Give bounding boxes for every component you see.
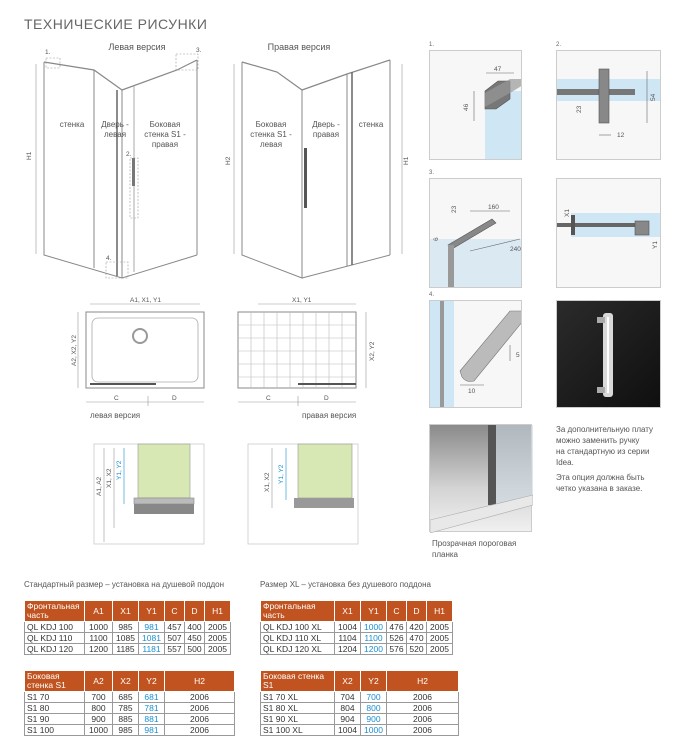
table4-cell: S1 100 XL <box>261 725 335 736</box>
right-panel-side: Боковая стенка S1 - левая <box>250 120 292 149</box>
table3-header-x2: X2 <box>113 671 139 692</box>
table2-grid <box>260 600 453 655</box>
table2-cell: 1000 <box>361 622 387 633</box>
detail-1-svg <box>430 51 522 160</box>
table3-header-row <box>25 671 235 692</box>
table2-caption: Размер XL – установка без душевого поддона <box>260 580 431 589</box>
table-row <box>261 692 459 703</box>
section-right <box>244 438 364 553</box>
callout-1: 1. <box>45 49 51 56</box>
table3-cell: 885 <box>113 714 139 725</box>
handle-note <box>556 424 686 494</box>
table2-header-y1: Y1 <box>361 601 387 622</box>
table4 <box>260 670 459 736</box>
detail-2-svg <box>557 51 661 160</box>
table3-cell: 2006 <box>165 714 235 725</box>
table2-cell: 1200 <box>361 644 387 655</box>
table3-cell: 800 <box>85 703 113 714</box>
right-panel-wall: стенка <box>358 120 384 129</box>
table3-cell: 981 <box>139 725 165 736</box>
table-row <box>261 725 459 736</box>
detail-1-dim-46: 46 <box>463 103 470 111</box>
table1-cell: 1085 <box>113 633 139 644</box>
table1-cell: QL KDJ 100 <box>25 622 85 633</box>
left-version-svg <box>22 40 212 290</box>
table2-cell: QL KDJ 100 XL <box>261 622 335 633</box>
table3-cell: 985 <box>113 725 139 736</box>
table3-header-side: Боковая стенка S1 <box>25 671 85 692</box>
right-version-svg <box>222 40 417 290</box>
table2-cell: 476 <box>387 622 407 633</box>
table1-cell: QL KDJ 120 <box>25 644 85 655</box>
handle-note-line-3: на стандартную из серии <box>556 447 650 456</box>
table1-caption: Стандартный размер – установка на душевой поддон <box>24 580 225 589</box>
table1-header-a1: A1 <box>85 601 113 622</box>
detail-2-dim-12: 12 <box>617 132 625 139</box>
table4-grid <box>260 670 459 736</box>
table3-cell: 785 <box>113 703 139 714</box>
plan-right <box>228 296 388 426</box>
table1-header-row <box>25 601 231 622</box>
table3-header-y2: Y2 <box>139 671 165 692</box>
table4-cell: S1 90 XL <box>261 714 335 725</box>
table3-cell: 881 <box>139 714 165 725</box>
section-left-label-a: A1, A2 <box>96 476 103 496</box>
table2-cell: 1104 <box>335 633 361 644</box>
left-version-drawing <box>22 40 212 290</box>
table4-cell: 2006 <box>387 692 459 703</box>
table2-cell: 2005 <box>427 644 453 655</box>
table-row <box>25 633 231 644</box>
detail-5 <box>556 178 661 288</box>
table1-header-c: C <box>165 601 185 622</box>
table1-cell: 2005 <box>205 622 231 633</box>
plan-left-top-dim: A1, X1, Y1 <box>130 297 161 304</box>
table3-cell: 2006 <box>165 692 235 703</box>
table4-cell: 700 <box>361 692 387 703</box>
detail-4-dim-10: 10 <box>468 388 476 395</box>
plan-left-caption: левая версия <box>90 411 141 420</box>
table2-cell: 520 <box>407 644 427 655</box>
plan-left <box>70 296 220 426</box>
table4-cell: 900 <box>361 714 387 725</box>
left-panel-side: Боковая стенка S1 - правая <box>144 120 186 149</box>
left-drawing-title: Левая версия <box>108 42 166 52</box>
table1-cell: 1185 <box>113 644 139 655</box>
table2-cell: 1204 <box>335 644 361 655</box>
table4-cell: 2006 <box>387 703 459 714</box>
table3-header-a2: A2 <box>85 671 113 692</box>
table4-cell: 1004 <box>335 725 361 736</box>
detail-3-dim-160: 160 <box>488 204 499 211</box>
table-row <box>261 644 453 655</box>
section-left-svg <box>88 438 208 553</box>
table1-header-front: Фронтальная часть <box>25 601 85 622</box>
table1-header-h1: H1 <box>205 601 231 622</box>
handle-note-line-1: За дополнительную плату <box>556 425 654 434</box>
detail-5-dim-y1: Y1 <box>652 241 659 249</box>
table2-header-front: Фронтальная часть <box>261 601 335 622</box>
left-panel-wall: стенка <box>59 120 85 129</box>
table4-header-side: Боковая стенка S1 <box>261 671 335 692</box>
detail-2 <box>556 50 661 160</box>
table1-cell: 981 <box>139 622 165 633</box>
detail-2-dim-54: 54 <box>650 93 657 101</box>
table1-header-x1: X1 <box>113 601 139 622</box>
table1-cell: 557 <box>165 644 185 655</box>
table1-grid <box>24 600 231 655</box>
section-right-label-x: X1, X2 <box>264 472 271 492</box>
right-panel-door: Дверь - правая <box>312 120 340 139</box>
callout-3: 3. <box>196 47 202 54</box>
handle-note-line-6: четко указана в заказе. <box>556 484 643 493</box>
table4-cell: 904 <box>335 714 361 725</box>
section-left-label-x: X1, X2 <box>106 468 113 488</box>
table1-cell: 1100 <box>85 633 113 644</box>
table1-cell: 2005 <box>205 633 231 644</box>
table1-header-y1: Y1 <box>139 601 165 622</box>
table4-cell: S1 80 XL <box>261 703 335 714</box>
table-row <box>25 622 231 633</box>
table1-cell: 450 <box>185 633 205 644</box>
page-title: ТЕХНИЧЕСКИЕ РИСУНКИ <box>24 16 208 32</box>
table2-cell: 2005 <box>427 633 453 644</box>
h1-dim-left: H1 <box>26 151 33 160</box>
table2-header-row <box>261 601 453 622</box>
table-row <box>25 714 235 725</box>
table2-cell: 576 <box>387 644 407 655</box>
table3-cell: 1000 <box>85 725 113 736</box>
table4-header-y2: Y2 <box>361 671 387 692</box>
table2-cell: 470 <box>407 633 427 644</box>
table2-header-d: D <box>407 601 427 622</box>
table3-cell: 2006 <box>165 703 235 714</box>
table-row <box>25 692 235 703</box>
table3-cell: S1 100 <box>25 725 85 736</box>
threshold-caption <box>432 538 516 560</box>
callout-2: 2. <box>126 151 132 158</box>
table1 <box>24 600 231 655</box>
table1-cell: 1081 <box>139 633 165 644</box>
table-row <box>25 725 235 736</box>
table3-cell: 781 <box>139 703 165 714</box>
handle-photo <box>556 300 661 408</box>
threshold-caption-line-1: Прозрачная пороговая <box>432 539 517 548</box>
table1-cell: 985 <box>113 622 139 633</box>
threshold-photo-svg <box>430 425 533 533</box>
detail-3-svg <box>430 179 522 288</box>
table3-cell: S1 90 <box>25 714 85 725</box>
handle-photo-svg <box>557 301 662 409</box>
detail-5-dim-x1: X1 <box>564 209 571 217</box>
table1-cell: 1181 <box>139 644 165 655</box>
table4-cell: 2006 <box>387 714 459 725</box>
table2-cell: 526 <box>387 633 407 644</box>
table2-header-h1: H1 <box>427 601 453 622</box>
right-version-drawing <box>222 40 417 290</box>
h2-dim-right: H2 <box>225 156 232 165</box>
section-right-svg <box>244 438 364 553</box>
detail-1-dim-47: 47 <box>494 66 502 73</box>
detail-1-num: 1. <box>429 42 435 48</box>
table1-cell: 457 <box>165 622 185 633</box>
detail-4-num: 4. <box>429 292 435 298</box>
detail-4-dim-5: 5 <box>516 352 520 359</box>
table4-cell: 2006 <box>387 725 459 736</box>
plan-left-svg <box>70 296 220 426</box>
table1-cell: QL KDJ 110 <box>25 633 85 644</box>
h1-dim-right: H1 <box>403 156 410 165</box>
threshold-photo <box>429 424 532 532</box>
detail-2-num: 2. <box>556 42 562 48</box>
section-right-label-y: Y1, Y2 <box>278 464 285 484</box>
plan-left-side-dim: A2, X2, Y2 <box>71 335 78 366</box>
table1-header-d: D <box>185 601 205 622</box>
detail-4-svg <box>430 301 522 408</box>
plan-right-side-dim: X2, Y2 <box>369 341 376 361</box>
table2-cell: QL KDJ 110 XL <box>261 633 335 644</box>
table-row <box>25 703 235 714</box>
table1-cell: 507 <box>165 633 185 644</box>
detail-1 <box>429 50 522 160</box>
table1-cell: 2005 <box>205 644 231 655</box>
table1-cell: 1000 <box>85 622 113 633</box>
plan-right-svg <box>228 296 388 426</box>
table2-header-c: C <box>387 601 407 622</box>
table4-header-row <box>261 671 459 692</box>
detail-3-num: 3. <box>429 170 435 176</box>
left-panel-door: Дверь - левая <box>101 120 129 139</box>
detail-3-dim-6: 6 <box>433 237 440 241</box>
handle-note-line-5: Эта опция должна быть <box>556 473 645 482</box>
plan-right-caption: правая версия <box>302 411 357 420</box>
table4-cell: 1000 <box>361 725 387 736</box>
table4-header-h2: H2 <box>387 671 459 692</box>
callout-4: 4. <box>106 255 112 262</box>
table2-cell: 1004 <box>335 622 361 633</box>
section-left-label-y: Y1, Y2 <box>116 460 123 480</box>
table3-cell: 900 <box>85 714 113 725</box>
plan-left-d: D <box>172 395 177 402</box>
table-row <box>25 644 231 655</box>
table2-cell: 2005 <box>427 622 453 633</box>
table3-cell: 2006 <box>165 725 235 736</box>
detail-4 <box>429 300 522 408</box>
table3-cell: S1 70 <box>25 692 85 703</box>
table2-header-x1: X1 <box>335 601 361 622</box>
detail-3 <box>429 178 522 288</box>
table3-cell: 685 <box>113 692 139 703</box>
detail-3-dim-23: 23 <box>451 205 458 213</box>
table1-cell: 500 <box>185 644 205 655</box>
handle-note-line-2: можно заменить ручку <box>556 436 640 445</box>
table4-cell: 804 <box>335 703 361 714</box>
detail-3-dim-240: 240 <box>510 246 521 253</box>
table4-cell: 800 <box>361 703 387 714</box>
plan-right-top-dim: X1, Y1 <box>292 297 312 304</box>
table3-header-h2: H2 <box>165 671 235 692</box>
table-row <box>261 633 453 644</box>
plan-right-d: D <box>324 395 329 402</box>
table2-cell: 420 <box>407 622 427 633</box>
table-row <box>261 622 453 633</box>
table3 <box>24 670 235 736</box>
threshold-caption-line-2: планка <box>432 550 458 559</box>
table2 <box>260 600 453 655</box>
table-row <box>261 714 459 725</box>
table4-header-x2: X2 <box>335 671 361 692</box>
section-left <box>88 438 208 553</box>
plan-right-c: C <box>266 395 271 402</box>
right-drawing-title: Правая версия <box>267 42 331 52</box>
table1-cell: 400 <box>185 622 205 633</box>
plan-left-c: C <box>114 395 119 402</box>
table4-cell: S1 70 XL <box>261 692 335 703</box>
table3-grid <box>24 670 235 736</box>
table3-cell: 700 <box>85 692 113 703</box>
table2-cell: QL KDJ 120 XL <box>261 644 335 655</box>
table3-cell: 681 <box>139 692 165 703</box>
table2-cell: 1100 <box>361 633 387 644</box>
table1-cell: 1200 <box>85 644 113 655</box>
table3-cell: S1 80 <box>25 703 85 714</box>
detail-5-svg <box>557 179 661 288</box>
handle-note-line-4: Idea. <box>556 458 574 467</box>
detail-2-dim-23: 23 <box>576 105 583 113</box>
table-row <box>261 703 459 714</box>
table4-cell: 704 <box>335 692 361 703</box>
